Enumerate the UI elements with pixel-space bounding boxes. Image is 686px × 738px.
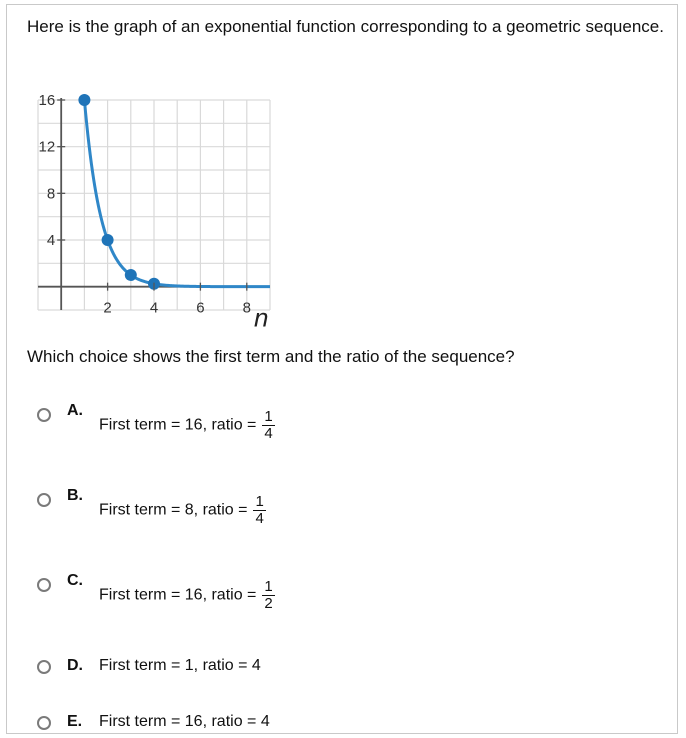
choice-c-label: First term = 16, ratio = xyxy=(99,586,257,604)
x-tick-label: 2 xyxy=(103,299,112,317)
choice-c-text xyxy=(99,579,275,612)
x-tick-label: 8 xyxy=(242,299,251,317)
radio-c[interactable] xyxy=(37,578,51,592)
choice-a-fraction xyxy=(262,409,274,442)
x-axis-label: n xyxy=(254,302,269,333)
exponential-graph xyxy=(28,90,278,333)
data-point-1 xyxy=(78,94,90,106)
y-tick-label: 4 xyxy=(46,232,56,249)
data-point-2 xyxy=(102,234,114,246)
choice-d-text: First term = 1, ratio = 4 xyxy=(99,657,261,674)
radio-d[interactable] xyxy=(37,660,51,674)
choice-e-letter: E. xyxy=(67,713,83,730)
question-text: Which choice shows the first term and the ratio of the sequence? xyxy=(27,347,515,366)
choice-c-denominator: 2 xyxy=(264,595,273,612)
choice-d-letter: D. xyxy=(67,657,83,674)
x-tick-label: 4 xyxy=(149,299,159,317)
data-point-3 xyxy=(125,269,137,281)
choice-c-letter: C. xyxy=(67,572,83,589)
choice-a-letter: A. xyxy=(67,402,83,419)
choice-a-numerator: 1 xyxy=(264,408,273,425)
choice-b-letter: B. xyxy=(67,487,83,504)
choice-c-fraction xyxy=(262,579,274,612)
choice-e-text: First term = 16, ratio = 4 xyxy=(99,713,270,730)
y-tick-label: 16 xyxy=(38,92,56,109)
choice-a-label: First term = 16, ratio = xyxy=(99,416,257,434)
x-tick-label: 6 xyxy=(196,299,205,317)
choice-b-denominator: 4 xyxy=(255,510,264,527)
choice-b-fraction xyxy=(253,494,265,527)
prompt-text: Here is the graph of an exponential function corresponding to a geometric sequence. xyxy=(27,17,664,36)
y-tick-label: 8 xyxy=(46,185,56,203)
choice-b-text xyxy=(99,494,266,527)
choice-a-denominator: 4 xyxy=(264,425,273,442)
choice-b-label: First term = 8, ratio = xyxy=(99,501,248,519)
choice-a-text xyxy=(99,409,275,442)
radio-b[interactable] xyxy=(37,493,51,507)
choice-c-numerator: 1 xyxy=(264,578,273,595)
radio-e[interactable] xyxy=(37,716,51,730)
y-tick-label: 12 xyxy=(38,138,56,156)
radio-a[interactable] xyxy=(37,408,51,422)
choice-b-numerator: 1 xyxy=(255,493,264,510)
